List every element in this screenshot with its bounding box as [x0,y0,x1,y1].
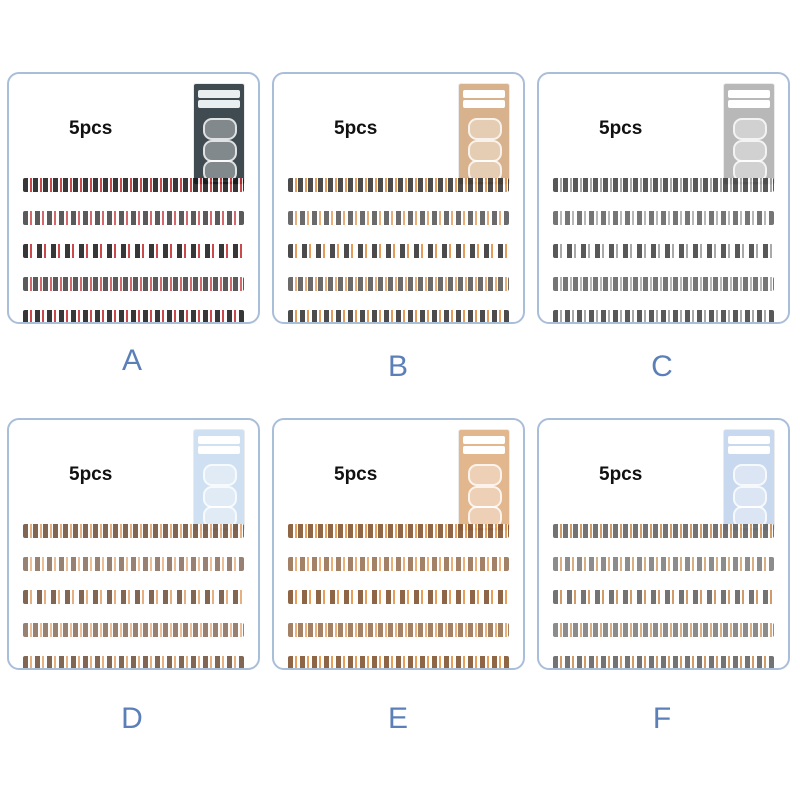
package-image [194,430,244,530]
tape-strip [23,656,244,670]
tape-roll [203,486,237,508]
package-title-band [198,446,240,454]
package-title-band [198,100,240,108]
tape-strip [553,656,774,670]
quantity-label: 5pcs [334,118,378,139]
option-letter-c: C [651,350,673,383]
quantity-label: 5pcs [69,464,113,485]
sticker-tape-card-c[interactable] [537,72,790,324]
package-image [194,84,244,184]
package-title-band [463,436,505,444]
tape-strip [288,211,509,225]
package-title-band [463,90,505,98]
package-title-band [728,436,770,444]
tape-strip [23,310,244,324]
tape-strip [23,623,244,637]
sticker-tape-card-a[interactable] [7,72,260,324]
sticker-tape-card-f[interactable] [537,418,790,670]
tape-strip [553,310,774,324]
tape-strip [23,524,244,538]
package-title-band [728,90,770,98]
sticker-tape-card-b[interactable] [272,72,525,324]
tape-strip [553,557,774,571]
tape-strip [288,557,509,571]
tape-strip [288,277,509,291]
option-letter-f: F [652,702,672,735]
tape-strip [553,178,774,192]
tape-strip [288,178,509,192]
tape-strip [288,244,509,258]
tape-roll [203,464,237,486]
tape-strips [288,524,509,670]
package-image [459,84,509,184]
package-image [459,430,509,530]
package-title-band [198,90,240,98]
tape-roll [468,464,502,486]
tape-roll [468,118,502,140]
tape-roll [733,140,767,162]
package-image [724,84,774,184]
package-title-band [463,100,505,108]
tape-strip [23,244,244,258]
package-title-band [728,100,770,108]
tape-roll [203,140,237,162]
tape-strips [553,524,774,670]
tape-strip [553,623,774,637]
quantity-label: 5pcs [599,464,643,485]
quantity-label: 5pcs [69,118,113,139]
tape-strip [553,524,774,538]
quantity-label: 5pcs [334,464,378,485]
tape-strip [23,178,244,192]
sticker-tape-card-d[interactable] [7,418,260,670]
tape-strip [288,590,509,604]
tape-roll [468,140,502,162]
tape-strip [288,524,509,538]
tape-roll [203,118,237,140]
tape-strips [553,178,774,324]
option-letter-a: A [121,344,142,377]
tape-strip [553,590,774,604]
tape-roll [733,464,767,486]
tape-strip [288,623,509,637]
option-letter-b: B [387,350,408,383]
package-title-band [728,446,770,454]
quantity-label: 5pcs [599,118,643,139]
package-title-band [198,436,240,444]
tape-roll [733,486,767,508]
tape-strip [23,590,244,604]
tape-strips [23,178,244,324]
tape-strip [553,277,774,291]
tape-strip [23,557,244,571]
tape-strip [288,310,509,324]
sticker-tape-card-e[interactable] [272,418,525,670]
package-title-band [463,446,505,454]
package-image [724,430,774,530]
option-letter-e: E [387,702,408,735]
option-letter-d: D [121,702,143,735]
tape-strip [553,211,774,225]
tape-roll [468,486,502,508]
tape-strip [288,656,509,670]
tape-strips [23,524,244,670]
tape-strip [23,211,244,225]
tape-strip [23,277,244,291]
tape-strips [288,178,509,324]
tape-strip [553,244,774,258]
tape-roll [733,118,767,140]
